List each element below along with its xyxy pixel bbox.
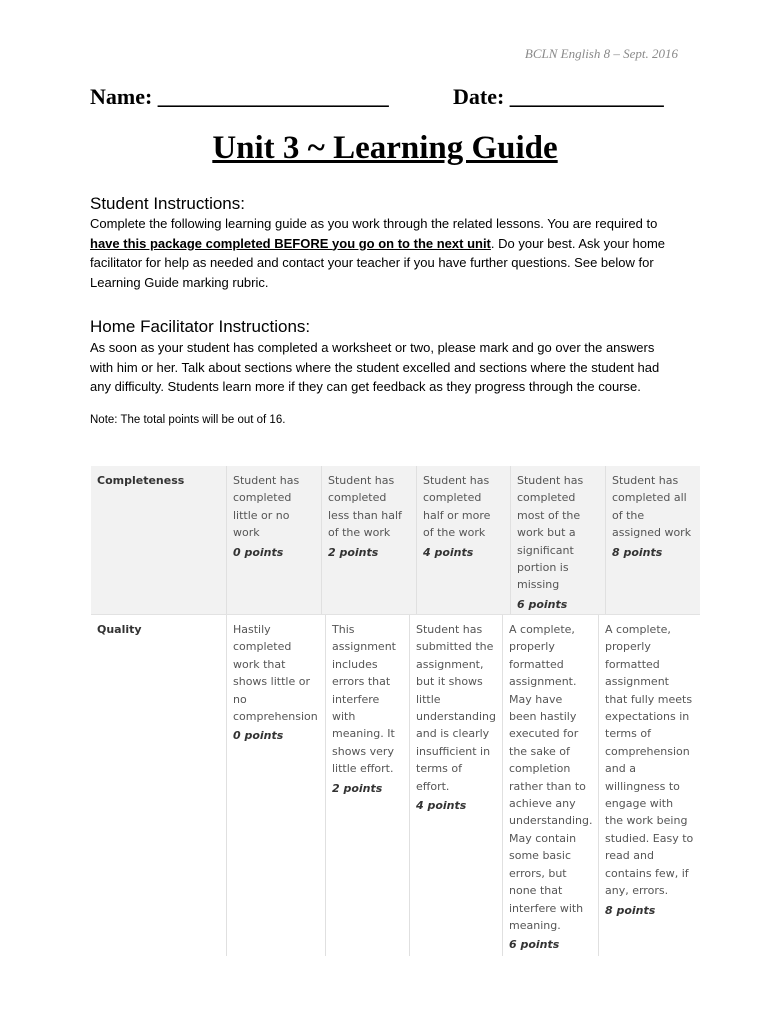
name-date-line — [90, 84, 690, 110]
marking-rubric — [91, 466, 700, 956]
level-cell — [321, 466, 416, 614]
level-cell — [598, 615, 700, 956]
level-cell — [325, 615, 409, 956]
level-description: Student has completed most of the work but a significant portion is missing — [517, 474, 584, 592]
facilitator-instructions-heading: Home Facilitator Instructions: — [90, 317, 311, 336]
level-description: Student has completed all of the assigned work — [612, 474, 692, 540]
level-cell — [226, 615, 325, 956]
level-description: Student has completed half or more of the work — [423, 474, 491, 540]
level-description: Student has submitted the assignment, but it shows little understanding and is clearly insufficient in terms of effort. — [416, 623, 496, 793]
rubric-row-quality — [91, 615, 700, 956]
student-instructions-text — [90, 214, 690, 292]
date-field-label: Date: ______________ — [453, 84, 664, 109]
criterion-label: Quality — [97, 623, 142, 636]
level-cell — [416, 466, 510, 614]
criterion-cell — [91, 615, 226, 956]
level-cell — [605, 466, 700, 614]
level-points: 8 points — [612, 545, 663, 559]
level-description: A complete, properly formatted assignment that fully meets expectations in terms of comprehension and a willingness to engage with the work being studied. Easy to read and contains few, if any, errors. — [605, 623, 694, 898]
student-text-end: . Do your best. Ask your home facilitator for help as needed and contact your teacher if you have further questions. See below for Learning Guide marking rubric. — [90, 235, 666, 290]
course-header-note: BCLN English 8 – Sept. 2016 — [524, 46, 678, 61]
criterion-cell — [91, 466, 226, 614]
level-cell — [502, 615, 598, 956]
level-description: Student has completed less than half of the work — [328, 474, 402, 540]
level-points: 4 points — [416, 799, 467, 813]
page-title: Unit 3 ~ Learning Guide — [212, 130, 558, 166]
student-text-emphasis: have this package completed BEFORE you go on to the next unit — [90, 235, 491, 251]
name-field-label: Name: _____________________ — [90, 84, 389, 109]
facilitator-instructions-text: As soon as your student has completed a worksheet or two, please mark and go over the answers with him or her. Talk about sections where the student excelled and sections where the student had any difficulty. Students learn more if they can get feedback as they progress through the course. — [90, 340, 660, 394]
level-cell — [226, 466, 321, 614]
student-text-start: Complete the following learning guide as you work through the related lessons. You are required to — [90, 216, 658, 231]
student-instructions-heading: Student Instructions: — [90, 194, 245, 213]
criterion-label: Completeness — [97, 474, 185, 487]
level-points: 4 points — [423, 545, 474, 559]
level-cell — [510, 466, 605, 614]
level-points: 2 points — [332, 781, 383, 795]
level-description: Hastily completed work that shows little or no comprehension — [233, 623, 318, 724]
level-points: 6 points — [509, 938, 560, 952]
level-description: Student has completed little or no work — [233, 474, 300, 540]
total-points-note: Note: The total points will be out of 16. — [90, 414, 286, 426]
level-points: 0 points — [233, 729, 284, 743]
level-points: 0 points — [233, 545, 284, 559]
level-points: 6 points — [517, 597, 568, 611]
level-points: 2 points — [328, 545, 379, 559]
level-description: A complete, properly formatted assignment. May have been hastily executed for the sake of completion rather than to achieve any understanding. May contain some basic errors, but none that interfere with meaning. — [509, 623, 593, 932]
rubric-row-completeness — [91, 466, 700, 615]
level-cell — [409, 615, 502, 956]
level-points: 8 points — [605, 903, 656, 917]
level-description: This assignment includes errors that interfere with meaning. It shows very little effort. — [332, 623, 396, 776]
